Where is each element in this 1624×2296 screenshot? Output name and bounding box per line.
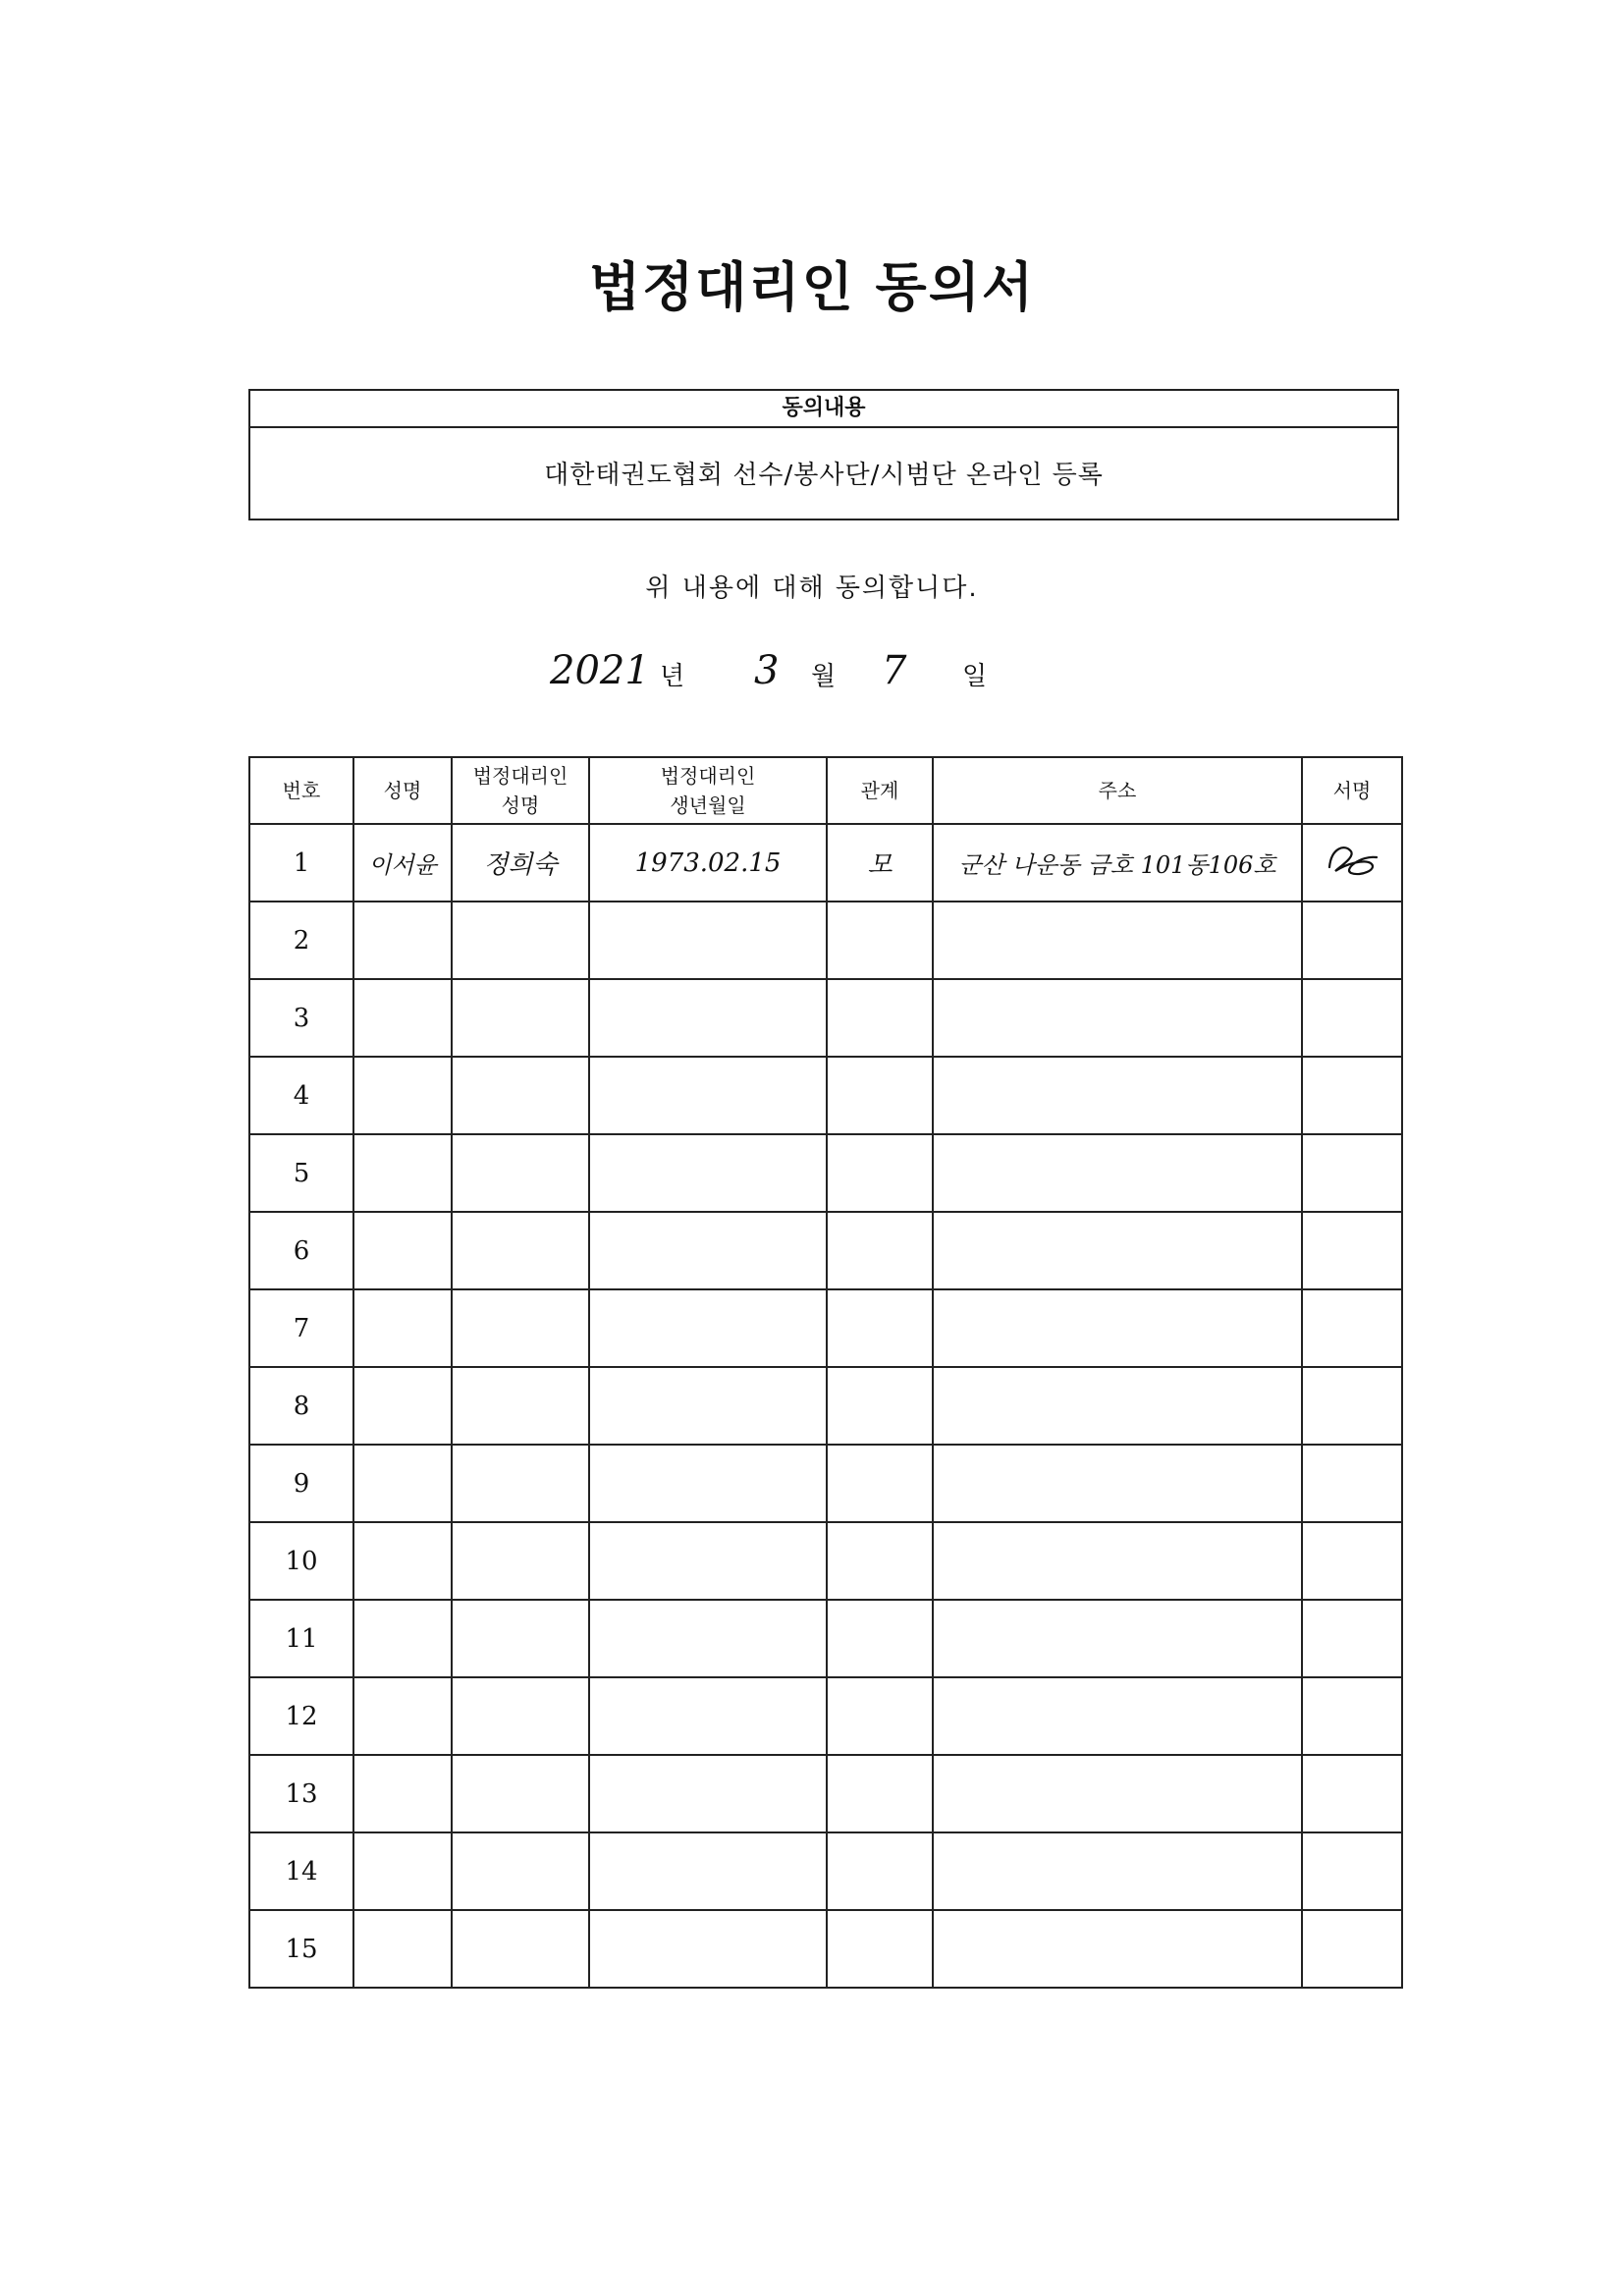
cell-name bbox=[353, 1212, 452, 1289]
cell-name: 이서윤 bbox=[353, 824, 452, 902]
cell-address bbox=[933, 1289, 1302, 1367]
cell-relation bbox=[827, 1212, 933, 1289]
date-month: 3 bbox=[754, 648, 780, 693]
col-address: 주소 bbox=[933, 757, 1302, 824]
cell-name bbox=[353, 1832, 452, 1910]
cell-relation bbox=[827, 1367, 933, 1445]
cell-number: 5 bbox=[249, 1134, 353, 1212]
consent-box bbox=[248, 389, 1399, 520]
cell-guardian-name bbox=[452, 1134, 589, 1212]
cell-name bbox=[353, 979, 452, 1057]
cell-guardian-name bbox=[452, 1600, 589, 1677]
cell-number: 8 bbox=[249, 1367, 353, 1445]
cell-name bbox=[353, 1910, 452, 1988]
cell-guardian-birth bbox=[589, 902, 827, 979]
cell-address bbox=[933, 1600, 1302, 1677]
cell-address bbox=[933, 902, 1302, 979]
cell-signature bbox=[1302, 1367, 1402, 1445]
cell-number: 12 bbox=[249, 1677, 353, 1755]
cell-signature bbox=[1302, 1910, 1402, 1988]
cell-signature bbox=[1302, 1212, 1402, 1289]
col-name: 성명 bbox=[353, 757, 452, 824]
cell-guardian-name bbox=[452, 1289, 589, 1367]
cell-number: 1 bbox=[249, 824, 353, 902]
table-row bbox=[249, 979, 1402, 1057]
cell-address bbox=[933, 1910, 1302, 1988]
cell-guardian-birth bbox=[589, 1522, 827, 1600]
table-row bbox=[249, 1677, 1402, 1755]
cell-guardian-name bbox=[452, 1910, 589, 1988]
cell-signature bbox=[1302, 1600, 1402, 1677]
cell-guardian-name bbox=[452, 1755, 589, 1832]
cell-relation bbox=[827, 979, 933, 1057]
table-row bbox=[249, 1832, 1402, 1910]
cell-guardian-name bbox=[452, 1212, 589, 1289]
table-row bbox=[249, 1057, 1402, 1134]
cell-signature bbox=[1302, 1677, 1402, 1755]
table-row bbox=[249, 1522, 1402, 1600]
cell-guardian-name bbox=[452, 1677, 589, 1755]
cell-number: 9 bbox=[249, 1445, 353, 1522]
col-guardian-birth bbox=[589, 757, 827, 824]
table-row bbox=[249, 1212, 1402, 1289]
cell-relation bbox=[827, 1445, 933, 1522]
table-row bbox=[249, 1600, 1402, 1677]
cell-guardian-birth bbox=[589, 1445, 827, 1522]
cell-guardian-birth bbox=[589, 1367, 827, 1445]
cell-address bbox=[933, 1134, 1302, 1212]
cell-guardian-name bbox=[452, 1367, 589, 1445]
cell-number: 15 bbox=[249, 1910, 353, 1988]
cell-relation bbox=[827, 902, 933, 979]
table-row bbox=[249, 824, 1402, 902]
cell-name bbox=[353, 902, 452, 979]
agreement-statement: 위 내용에 대해 동의합니다. bbox=[645, 574, 979, 603]
cell-number: 2 bbox=[249, 902, 353, 979]
cell-relation bbox=[827, 1677, 933, 1755]
table-row bbox=[249, 902, 1402, 979]
date-year: 2021 bbox=[550, 648, 650, 693]
cell-address bbox=[933, 1522, 1302, 1600]
cell-relation bbox=[827, 1832, 933, 1910]
cell-signature bbox=[1302, 1522, 1402, 1600]
cell-number: 11 bbox=[249, 1600, 353, 1677]
cell-number: 13 bbox=[249, 1755, 353, 1832]
table-body bbox=[249, 824, 1402, 1988]
table-row bbox=[249, 1755, 1402, 1832]
guardian-table bbox=[248, 756, 1403, 1989]
cell-relation bbox=[827, 1522, 933, 1600]
cell-address bbox=[933, 1445, 1302, 1522]
consent-header: 동의내용 bbox=[250, 391, 1397, 428]
cell-name bbox=[353, 1522, 452, 1600]
cell-address bbox=[933, 1677, 1302, 1755]
cell-signature bbox=[1302, 1832, 1402, 1910]
cell-guardian-birth bbox=[589, 1677, 827, 1755]
cell-number: 6 bbox=[249, 1212, 353, 1289]
cell-guardian-birth bbox=[589, 1910, 827, 1988]
cell-number: 4 bbox=[249, 1057, 353, 1134]
cell-guardian-name bbox=[452, 979, 589, 1057]
date-day-unit: 일 bbox=[962, 662, 988, 691]
cell-guardian-name: 정희숙 bbox=[452, 824, 589, 902]
col-signature: 서명 bbox=[1302, 757, 1402, 824]
cell-relation bbox=[827, 1134, 933, 1212]
col-guardian-name bbox=[452, 757, 589, 824]
cell-relation bbox=[827, 1755, 933, 1832]
cell-guardian-birth bbox=[589, 1289, 827, 1367]
cell-number: 7 bbox=[249, 1289, 353, 1367]
cell-name bbox=[353, 1057, 452, 1134]
cell-guardian-birth bbox=[589, 1832, 827, 1910]
cell-address bbox=[933, 1057, 1302, 1134]
col-guardian-name-line1: 법정대리인 bbox=[472, 764, 568, 788]
cell-number: 10 bbox=[249, 1522, 353, 1600]
cell-signature bbox=[1302, 979, 1402, 1057]
cell-signature bbox=[1302, 1445, 1402, 1522]
cell-name bbox=[353, 1367, 452, 1445]
cell-relation bbox=[827, 1910, 933, 1988]
table-row bbox=[249, 1289, 1402, 1367]
cell-signature bbox=[1302, 1755, 1402, 1832]
cell-address bbox=[933, 979, 1302, 1057]
cell-relation: 모 bbox=[827, 824, 933, 902]
cell-relation bbox=[827, 1289, 933, 1367]
cell-guardian-birth bbox=[589, 1755, 827, 1832]
cell-guardian-birth bbox=[589, 979, 827, 1057]
cell-guardian-birth bbox=[589, 1134, 827, 1212]
cell-address bbox=[933, 1755, 1302, 1832]
table-row bbox=[249, 1134, 1402, 1212]
cell-name bbox=[353, 1134, 452, 1212]
cell-name bbox=[353, 1755, 452, 1832]
date-day: 7 bbox=[882, 648, 907, 693]
table-row bbox=[249, 1445, 1402, 1522]
date-line bbox=[0, 648, 1624, 707]
cell-address bbox=[933, 1212, 1302, 1289]
cell-address bbox=[933, 1832, 1302, 1910]
cell-guardian-birth bbox=[589, 1212, 827, 1289]
cell-guardian-name bbox=[452, 1522, 589, 1600]
table-row bbox=[249, 1910, 1402, 1988]
cell-name bbox=[353, 1677, 452, 1755]
cell-guardian-birth: 1973.02.15 bbox=[589, 824, 827, 902]
cell-name bbox=[353, 1600, 452, 1677]
cell-relation bbox=[827, 1057, 933, 1134]
date-month-unit: 월 bbox=[811, 662, 837, 691]
signature-mark bbox=[1322, 838, 1382, 881]
cell-guardian-name bbox=[452, 902, 589, 979]
col-guardian-birth-line2: 생년월일 bbox=[670, 793, 746, 817]
date-year-unit: 년 bbox=[660, 662, 685, 691]
cell-number: 3 bbox=[249, 979, 353, 1057]
cell-name bbox=[353, 1445, 452, 1522]
table-row bbox=[249, 1367, 1402, 1445]
cell-guardian-birth bbox=[589, 1057, 827, 1134]
col-relation: 관계 bbox=[827, 757, 933, 824]
cell-relation bbox=[827, 1600, 933, 1677]
consent-content: 대한태권도협회 선수/봉사단/시범단 온라인 등록 bbox=[544, 461, 1104, 490]
cell-signature bbox=[1302, 1134, 1402, 1212]
cell-guardian-name bbox=[452, 1057, 589, 1134]
cell-number: 14 bbox=[249, 1832, 353, 1910]
cell-guardian-birth bbox=[589, 1600, 827, 1677]
cell-signature bbox=[1302, 824, 1402, 902]
col-guardian-birth-line1: 법정대리인 bbox=[660, 764, 756, 788]
cell-address: 군산 나운동 금호 101동106호 bbox=[933, 824, 1302, 902]
cell-signature bbox=[1302, 902, 1402, 979]
col-guardian-name-line2: 성명 bbox=[501, 793, 540, 817]
cell-address bbox=[933, 1367, 1302, 1445]
cell-signature bbox=[1302, 1057, 1402, 1134]
cell-guardian-name bbox=[452, 1445, 589, 1522]
table-header-row bbox=[249, 757, 1402, 824]
cell-name bbox=[353, 1289, 452, 1367]
document-title: 법정대리인 동의서 bbox=[588, 255, 1036, 318]
cell-guardian-name bbox=[452, 1832, 589, 1910]
col-number: 번호 bbox=[249, 757, 353, 824]
cell-signature bbox=[1302, 1289, 1402, 1367]
